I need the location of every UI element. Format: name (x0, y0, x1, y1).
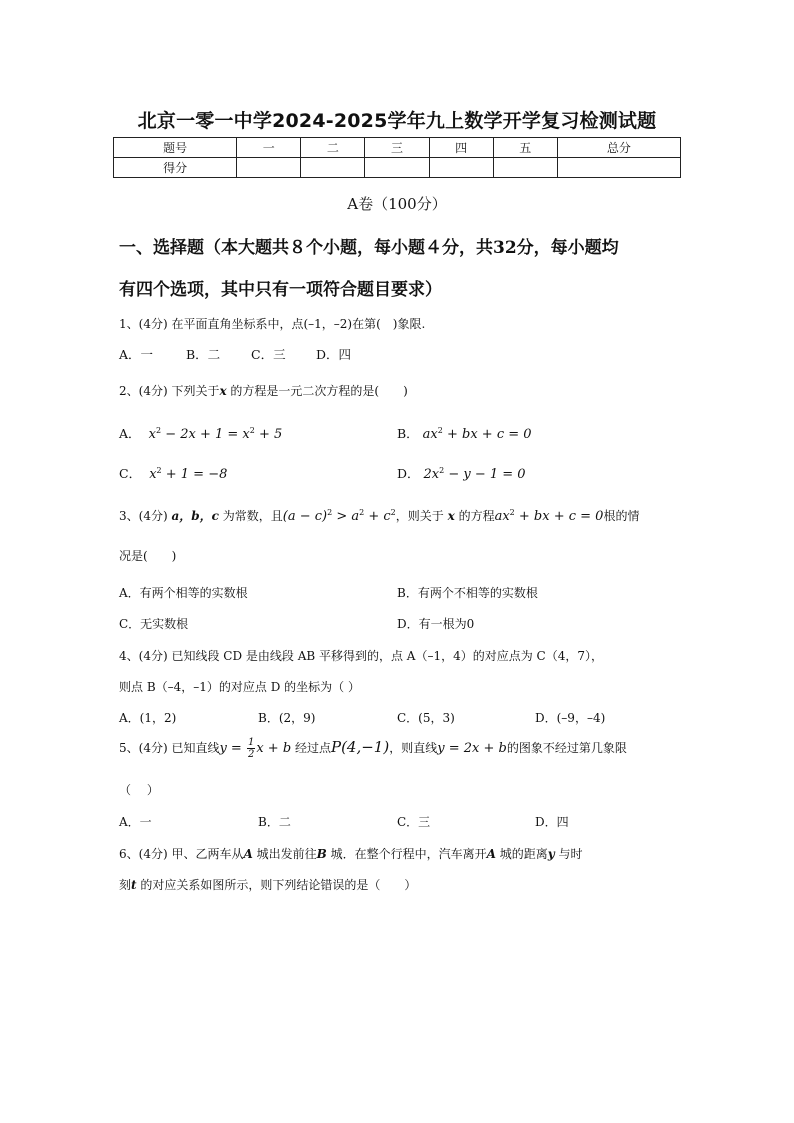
q2-label-a: A． (119, 426, 141, 441)
table-cell (429, 158, 493, 178)
q5-option-b: B．二 (258, 815, 291, 829)
table-cell (365, 158, 429, 178)
q5-post: 的图象不经过第几象限 (506, 741, 627, 755)
q3-equation-formula: $ax^2$ + bx + c = 0 (494, 508, 604, 524)
q6-text: 城出发前往 (252, 847, 317, 861)
question-6-line2 (119, 876, 416, 893)
q5-line1-formula: y = $\frac{1}{2}$ x + b (219, 737, 292, 760)
q3-option-c: C．无实数根 (119, 617, 189, 631)
q2-var: x (219, 384, 227, 398)
q6-city-a: A (243, 847, 253, 861)
q5-line2: （ ） (119, 783, 159, 797)
table-cell (493, 158, 557, 178)
q6-text: 的对应关系如图所示，则下列结论错误的是（ ） (136, 878, 417, 892)
q5-mid: 经过点 (291, 741, 331, 755)
q1-option-d: D．四 (316, 347, 352, 362)
section-heading-line2: 有四个选项，其中只有一项符合题目要求） (119, 280, 442, 300)
q2-label-d: D． (397, 466, 420, 481)
table-cell: 一 (237, 138, 301, 158)
question-4-line1: 4、(4分) 已知线段 CD 是由线段 AB 平移得到的，点 A（–1，4）的对应点为 C（4，7）， (119, 649, 604, 663)
question-1: 1、(4分) 在平面直角坐标系中，点(–1，–2)在第( )象限. (119, 317, 426, 331)
volume-heading: A卷（100分） (347, 195, 447, 213)
q6-var-t: t (131, 878, 137, 892)
q3-option-b: B．有两个不相等的实数根 (397, 586, 538, 600)
q1-option-a: A．一 (119, 347, 154, 362)
q2-option-a (119, 424, 282, 442)
q3-var: x (447, 509, 455, 523)
question-4-line2: 则点 B（–4，–1）的对应点 D 的坐标为（ ） (119, 680, 360, 694)
q3-post: 根的情 (603, 509, 640, 523)
table-cell: 二 (301, 138, 365, 158)
table-cell (237, 158, 301, 178)
q1-option-c: C．三 (251, 347, 286, 362)
q5-pre: 5、(4分) 已知直线 (119, 741, 220, 755)
q3-pre: 3、(4分) (119, 509, 172, 523)
q3-mid3: 的方程 (454, 509, 495, 523)
q3-option-d: D．有一根为0 (397, 617, 475, 631)
table-cell: 三 (365, 138, 429, 158)
q2-option-c (119, 464, 227, 482)
table-cell: 得分 (114, 158, 237, 178)
score-table (113, 137, 681, 178)
q3-mid2: ，则关于 (395, 509, 448, 523)
q3-line2: 况是( ) (119, 549, 177, 563)
score-table-header-row (114, 138, 681, 158)
q6-var-y: y (547, 847, 555, 861)
q5-mid2: ，则直线 (389, 741, 438, 755)
section-heading-line1: 一、选择题（本大题共８个小题，每小题４分，共32分，每小题均 (119, 238, 619, 258)
q5-option-d: D．四 (535, 815, 569, 829)
table-cell: 四 (429, 138, 493, 158)
q3-condition-formula: $(a - c)^2 > a^2 + c^2$ (282, 508, 396, 524)
q2-option-d (397, 464, 526, 482)
q6-text: 城．在整个行程中，汽车离开 (326, 847, 487, 861)
table-cell: 五 (493, 138, 557, 158)
question-5 (119, 737, 627, 760)
q6-text: 与时 (554, 847, 583, 861)
q2-formula-c: $x^2 + 1 = -8$ (145, 466, 228, 482)
q2-label-c: C． (119, 466, 142, 481)
q5-line2-formula: y = 2x + b (437, 741, 507, 756)
q5-point-formula: P(4,−1) (330, 738, 390, 756)
q6-text: 城的距离 (495, 847, 548, 861)
score-table-score-row (114, 158, 681, 178)
question-3 (119, 507, 639, 524)
table-cell: 总分 (557, 138, 680, 158)
q3-option-a: A．有两个相等的实数根 (119, 586, 248, 600)
q2-label-b: B． (397, 426, 419, 441)
q6-city-a: A (486, 847, 496, 861)
q1-option-b: B．二 (186, 347, 221, 362)
q3-mid1: 为常数，且 (218, 509, 283, 523)
q2-post: 的方程是一元二次方程的是( ) (226, 384, 408, 398)
table-cell: 题号 (114, 138, 237, 158)
q3-vars: a，b，c (171, 509, 219, 523)
q6-text: 6、(4分) 甲、乙两车从 (119, 847, 244, 861)
q6-city-b: B (316, 847, 327, 861)
q2-pre: 2、(4分) 下列关于 (119, 384, 220, 398)
table-cell (557, 158, 680, 178)
q4-option-b: B．(2，9) (258, 711, 316, 725)
q4-option-c: C．(5，3) (397, 711, 455, 725)
q4-option-d: D．(–9，–4) (535, 711, 606, 725)
q2-option-b (397, 424, 532, 442)
q6-text: 刻 (119, 878, 132, 892)
q5-option-c: C．三 (397, 815, 431, 829)
q4-option-a: A．(1，2) (119, 711, 177, 725)
fraction-one-half: $\frac{1}{2}$ (247, 737, 255, 760)
q2-formula-b: $ax^2$ + bx + c = 0 (422, 426, 532, 442)
exam-title: 北京一零一中学2024-2025学年九上数学开学复习检测试题 (137, 110, 657, 132)
q2-formula-a: $x^2 - 2x + 1 = x^2 + 5$ (144, 426, 283, 442)
question-2 (119, 382, 408, 399)
table-cell (301, 158, 365, 178)
q5-option-a: A．一 (119, 815, 152, 829)
question-6-line1 (119, 845, 583, 862)
q2-formula-d: $2x^2 - y - 1 = 0$ (423, 466, 526, 482)
